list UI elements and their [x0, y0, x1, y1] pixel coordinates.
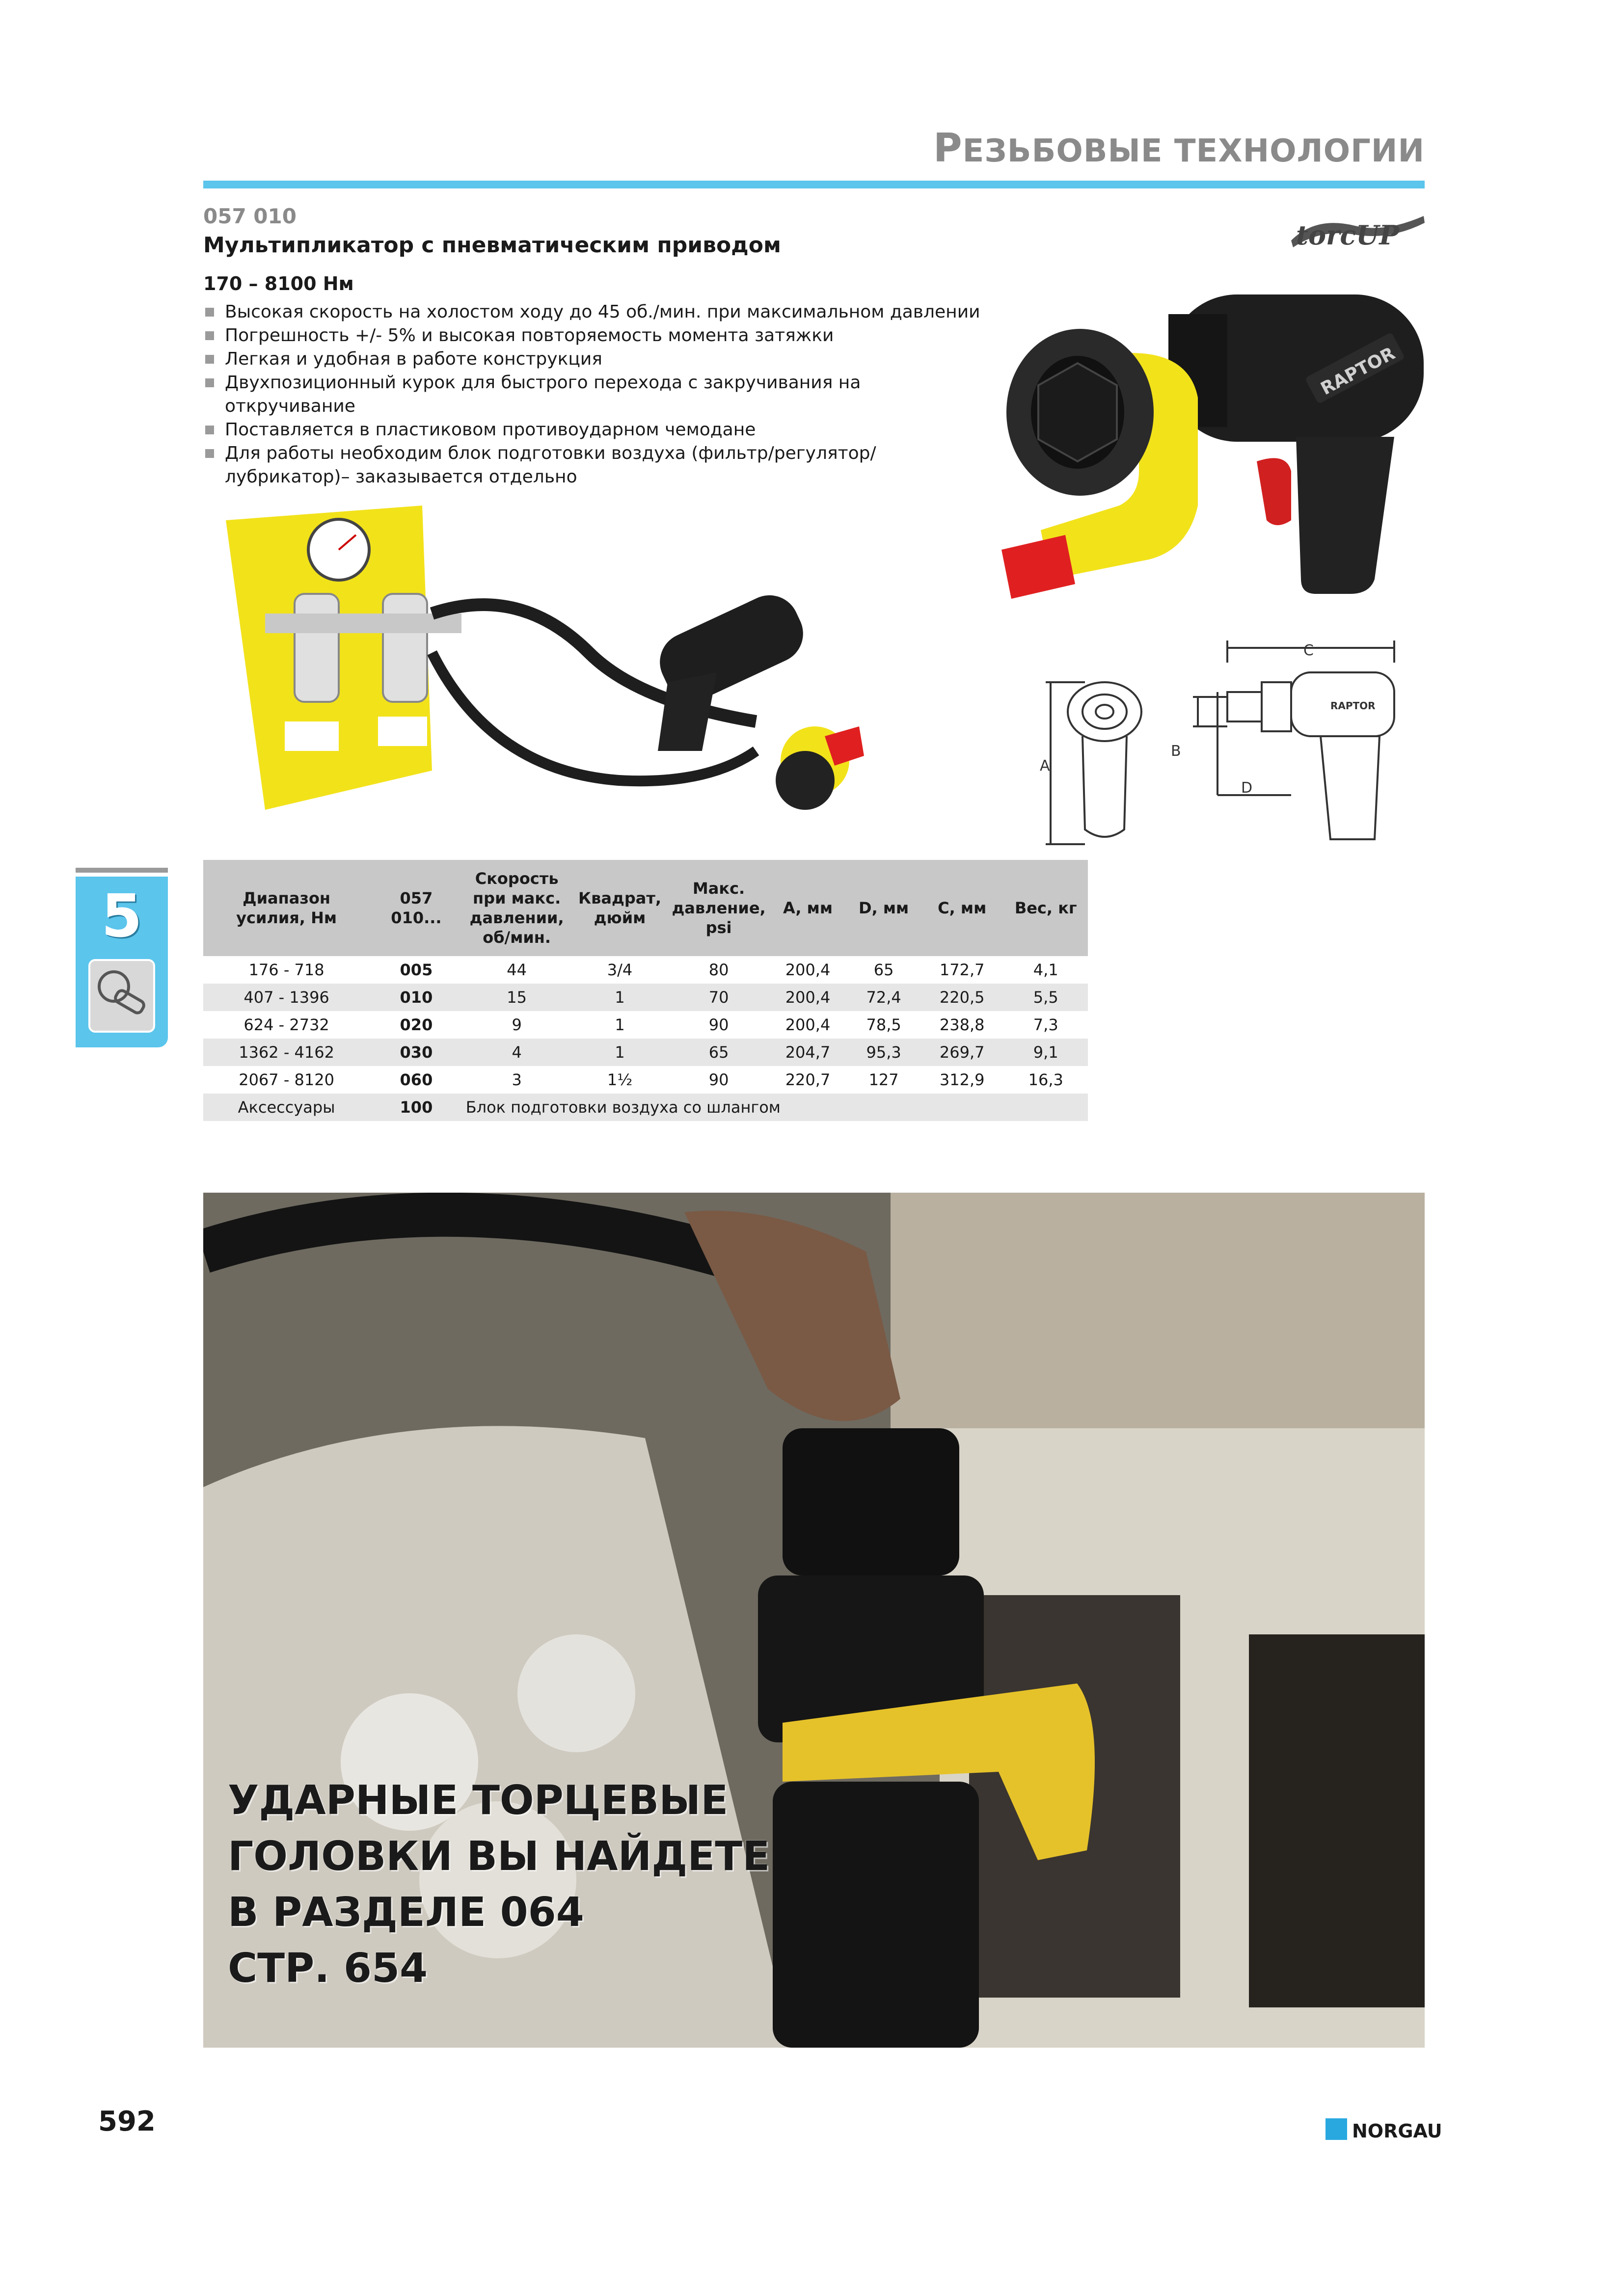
bullet-square-icon	[205, 331, 214, 340]
page-number: 592	[98, 2106, 156, 2137]
accessory-row	[203, 1094, 1088, 1121]
spec-table	[203, 860, 1088, 1121]
col-header-pressure: Макс. давление, psi	[669, 860, 768, 956]
cell-speed: 3	[512, 1070, 522, 1089]
svg-text:RAPTOR: RAPTOR	[1317, 343, 1399, 400]
article-number: 057 010	[203, 204, 297, 228]
table-header-row	[203, 860, 1088, 956]
cell-range: 407 - 1396	[203, 984, 370, 1011]
dim-label-a: A	[1040, 757, 1050, 774]
section-tab-number: 5	[101, 882, 142, 951]
cell-a: 204,7	[769, 1039, 847, 1066]
feature-text: Двухпозиционный курок для быстрого перехода с закручивания на откручивание	[225, 373, 861, 416]
section-title-initial: Р	[933, 125, 963, 171]
cell-square: 1	[615, 1015, 625, 1034]
feature-item	[203, 300, 989, 324]
cell-d: 95,3	[847, 1039, 920, 1066]
dim-label-d: D	[1241, 779, 1253, 797]
cell-accessory-desc: Блок подготовки воздуха со шлангом	[463, 1094, 1088, 1121]
cell-a: 220,7	[785, 1070, 831, 1089]
section-reference-text	[228, 1773, 770, 1997]
reference-line: СТР. 654	[228, 1945, 428, 1992]
cell-c: 269,7	[920, 1039, 1004, 1066]
norgau-wordmark: NORGAU	[1352, 2120, 1442, 2142]
cell-d: 127	[868, 1070, 899, 1089]
cell-accessory-label: Аксессуары	[203, 1094, 370, 1121]
cell-speed: 4	[463, 1039, 571, 1066]
table-row	[203, 1066, 1088, 1094]
cell-square: 1½	[607, 1070, 633, 1089]
wrench-socket-icon	[88, 959, 155, 1033]
cell-range: 624 - 2732	[243, 1015, 329, 1034]
feature-list	[203, 300, 989, 489]
cell-speed: 15	[463, 984, 571, 1011]
bullet-square-icon	[205, 308, 214, 317]
cell-a: 200,4	[769, 984, 847, 1011]
torque-range: 170 – 8100 Нм	[203, 273, 354, 294]
cell-accessory-code: 100	[370, 1094, 463, 1121]
cell-square: 1	[571, 984, 669, 1011]
section-tab[interactable]	[76, 868, 168, 1047]
dim-label-b: B	[1171, 743, 1181, 760]
cell-code: 005	[400, 961, 433, 979]
dim-label-c: C	[1303, 642, 1314, 659]
reference-line: В РАЗДЕЛЕ 064	[228, 1889, 584, 1936]
table-row	[203, 1039, 1088, 1066]
cell-c: 220,5	[920, 984, 1004, 1011]
col-header-code: 057 010...	[370, 860, 463, 956]
col-header-d: D, мм	[847, 860, 920, 956]
feature-item	[203, 418, 989, 442]
reference-line: ГОЛОВКИ ВЫ НАЙДЕТЕ	[228, 1833, 770, 1880]
table-row	[203, 956, 1088, 984]
section-tab-rule	[76, 868, 168, 873]
feature-text: Погрешность +/- 5% и высокая повторяемость момента затяжки	[225, 325, 834, 346]
col-header-weight: Вес, кг	[1003, 860, 1088, 956]
header-rule	[203, 181, 1425, 188]
svg-text:torcUP: torcUP	[1296, 219, 1399, 251]
feature-text: Поставляется в пластиковом противоударном чемодане	[225, 420, 756, 440]
col-header-square: Квадрат, дюйм	[571, 860, 669, 956]
cell-pressure: 90	[708, 1015, 729, 1034]
cell-a: 200,4	[785, 961, 831, 979]
cell-range: 1362 - 4162	[203, 1039, 370, 1066]
cell-weight: 5,5	[1003, 984, 1088, 1011]
col-header-speed: Скорость при макс. давлении, об/мин.	[463, 860, 571, 956]
section-title	[933, 125, 1425, 171]
torcup-logo	[1286, 206, 1429, 255]
cell-weight: 16,3	[1028, 1070, 1063, 1089]
cell-c: 238,8	[939, 1015, 985, 1034]
feature-text: Для работы необходим блок подготовки воздуха (фильтр/регулятор/лубрикатор)– заказывается отдельно	[225, 443, 876, 487]
col-header-a: A, мм	[769, 860, 847, 956]
feature-item	[203, 347, 989, 371]
feature-text: Легкая и удобная в работе конструкция	[225, 349, 602, 369]
reference-line: УДАРНЫЕ ТОРЦЕВЫЕ	[228, 1777, 729, 1824]
cell-pressure: 90	[708, 1070, 729, 1089]
cell-c: 172,7	[939, 961, 985, 979]
col-header-c: C, мм	[920, 860, 1004, 956]
cell-speed: 44	[507, 961, 527, 979]
cell-c: 312,9	[939, 1070, 985, 1089]
application-photo	[203, 1193, 1425, 2048]
bullet-square-icon	[205, 355, 214, 364]
norgau-square-icon	[1325, 2118, 1347, 2140]
cell-code: 060	[400, 1070, 433, 1089]
section-title-rest: ЕЗЬБОВЫЕ ТЕХНОЛОГИИ	[962, 133, 1425, 169]
cell-pressure: 80	[708, 961, 729, 979]
cell-d: 65	[873, 961, 894, 979]
col-header-range: Диапазон усилия, Нм	[203, 860, 370, 956]
cell-d: 78,5	[866, 1015, 901, 1034]
cell-square: 3/4	[607, 961, 633, 979]
bullet-square-icon	[205, 378, 214, 387]
cell-code: 030	[370, 1039, 463, 1066]
cell-square: 1	[571, 1039, 669, 1066]
cell-weight: 9,1	[1003, 1039, 1088, 1066]
air-unit-photo	[216, 496, 869, 815]
feature-item	[203, 371, 989, 418]
dimension-drawing	[1036, 633, 1409, 859]
cell-weight: 7,3	[1033, 1015, 1058, 1034]
cell-pressure: 65	[669, 1039, 768, 1066]
drawing-tool-label: RAPTOR	[1330, 700, 1376, 712]
feature-item	[203, 442, 989, 489]
cell-range: 2067 - 8120	[239, 1070, 334, 1089]
cell-pressure: 70	[669, 984, 768, 1011]
cell-code: 010	[370, 984, 463, 1011]
feature-item	[203, 324, 989, 347]
cell-speed: 9	[512, 1015, 522, 1034]
cell-d: 72,4	[847, 984, 920, 1011]
cell-range: 176 - 718	[248, 961, 325, 979]
table-row	[203, 1011, 1088, 1039]
tool-photo	[992, 275, 1434, 648]
cell-a: 200,4	[785, 1015, 831, 1034]
cell-code: 020	[400, 1015, 433, 1034]
cell-weight: 4,1	[1033, 961, 1058, 979]
bullet-square-icon	[205, 449, 214, 458]
table-row	[203, 984, 1088, 1011]
bullet-square-icon	[205, 426, 214, 434]
product-title: Мультипликатор с пневматическим приводом	[203, 233, 781, 258]
feature-text: Высокая скорость на холостом ходу до 45 об./мин. при максимальном давлении	[225, 302, 980, 322]
